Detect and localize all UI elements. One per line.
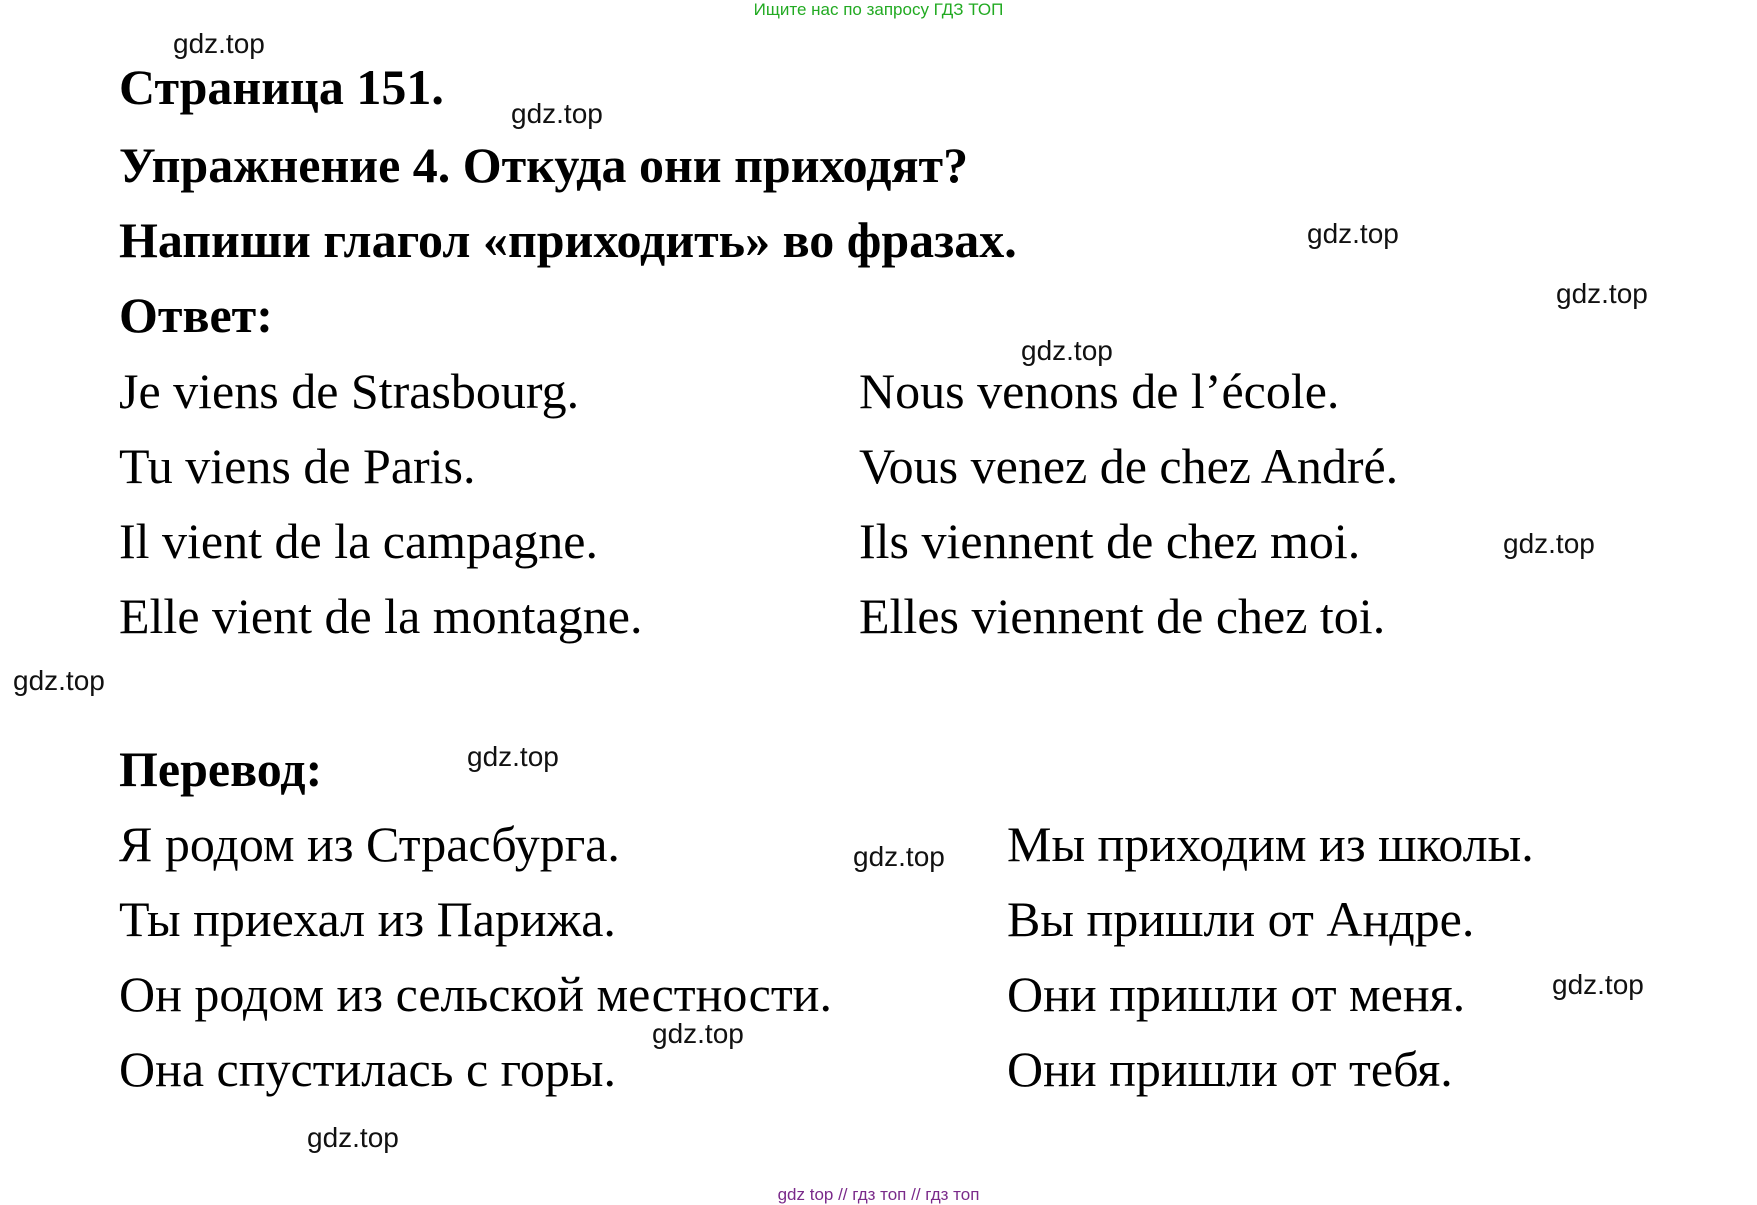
answer-line: Il vient de la campagne. <box>119 513 598 569</box>
watermark: gdz.top <box>511 98 603 129</box>
exercise-title: Упражнение 4. Откуда они приходят? <box>119 137 969 193</box>
watermark: gdz.top <box>1552 969 1644 1000</box>
answer-line: Tu viens de Paris. <box>119 438 476 494</box>
bottom-banner: gdz top // гдз топ // гдз топ <box>777 1185 980 1204</box>
answer-line: Nous venons de l’école. <box>859 363 1340 419</box>
translation-line: Она спустилась с горы. <box>119 1041 616 1097</box>
watermark: gdz.top <box>13 665 105 696</box>
watermark: gdz.top <box>173 28 265 59</box>
answer-label: Ответ: <box>119 287 273 343</box>
translation-line: Вы пришли от Андре. <box>1007 891 1475 947</box>
watermark: gdz.top <box>307 1122 399 1153</box>
watermark: gdz.top <box>652 1018 744 1049</box>
translation-line: Мы приходим из школы. <box>1007 816 1534 872</box>
watermark: gdz.top <box>1021 335 1113 366</box>
answer-line: Vous venez de chez André. <box>859 438 1399 494</box>
answer-line: Elles viennent de chez toi. <box>859 588 1386 644</box>
answer-line: Je viens de Strasbourg. <box>119 363 580 419</box>
answer-line: Elle vient de la montagne. <box>119 588 643 644</box>
watermark: gdz.top <box>467 741 559 772</box>
answer-line: Ils viennent de chez moi. <box>859 513 1361 569</box>
page-title: Страница 151. <box>119 59 444 115</box>
top-banner: Ищите нас по запросу ГДЗ ТОП <box>753 0 1004 19</box>
translation-line: Они пришли от меня. <box>1007 966 1466 1022</box>
watermark: gdz.top <box>853 841 945 872</box>
translation-line: Ты приехал из Парижа. <box>119 891 616 947</box>
translation-line: Я родом из Страсбурга. <box>119 816 620 872</box>
translation-line: Они пришли от тебя. <box>1007 1041 1453 1097</box>
instruction: Напиши глагол «приходить» во фразах. <box>119 212 1017 268</box>
translation-line: Он родом из сельской местности. <box>119 966 832 1022</box>
watermark: gdz.top <box>1307 218 1399 249</box>
watermark: gdz.top <box>1556 278 1648 309</box>
watermark: gdz.top <box>1503 528 1595 559</box>
translation-label: Перевод: <box>119 741 323 797</box>
